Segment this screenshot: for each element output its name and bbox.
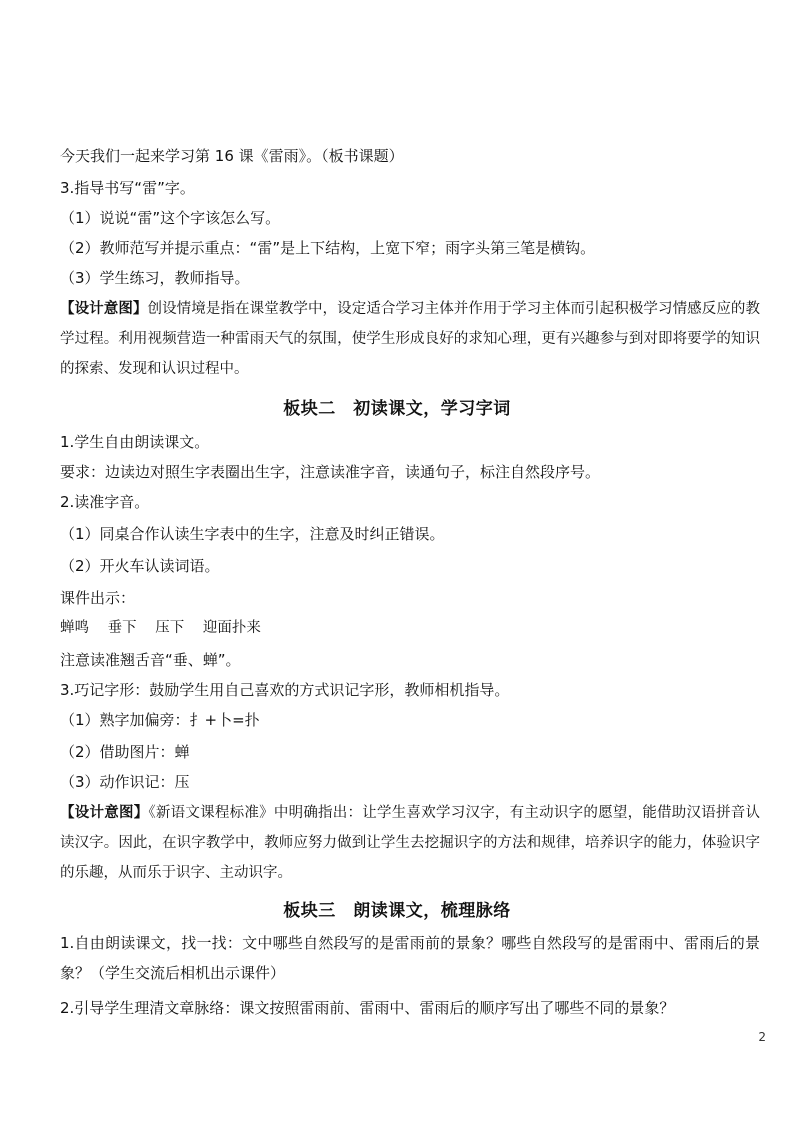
text-paragraph: 1.自由朗读课文，找一找：文中哪些自然段写的是雷雨前的景象？哪些自然段写的是雷雨中、雷雨后的景象？（学生交流后相机出示课件） [60, 934, 760, 982]
text-line: 课件出示： [60, 589, 136, 607]
word-item: 迎面扑来 [202, 620, 261, 636]
text-line: （2）教师范写并提示重点：“雷”是上下结构，上宽下窄；雨字头第三笔是横钩。 [60, 239, 596, 257]
design-intent-paragraph [60, 798, 760, 888]
text-line: 注意读准翘舌音“垂、蝉”。 [60, 651, 241, 669]
text-line: 3.巧记字形：鼓励学生用自己喜欢的方式识记字形，教师相机指导。 [60, 681, 510, 699]
section-heading: 板块二 初读课文，学习字词 [283, 399, 511, 419]
text-line: （2）借助图片：蝉 [60, 743, 190, 761]
text-line: 3.指导书写“雷”字。 [60, 179, 195, 197]
text-line: 2.读准字音。 [60, 493, 150, 511]
page-number: 2 [758, 1030, 766, 1044]
text-line: （2）开火车认读词语。 [60, 557, 220, 575]
text-line: （1）说说“雷”这个字该怎么写。 [60, 209, 281, 227]
section-heading: 板块三 朗读课文，梳理脉络 [283, 901, 511, 921]
design-intent-text: 创设情境是指在课堂教学中，设定适合学习主体并作用于学习主体而引起积极学习情感反应的教学过程。利用视频营造一种雷雨天气的氛围，使学生形成良好的求知心理，更有兴趣参与到对即将要学的知识的探索、发现和认识过程中。 [60, 301, 761, 377]
design-intent-tag: 【设计意图】 [60, 805, 149, 821]
design-intent-text: 《新语文课程标准》中明确指出：让学生喜欢学习汉字，有主动识字的愿望，能借助汉语拼音认读汉字。因此，在识字教学中，教师应努力做到让学生去挖掘识字的方法和规律，培养识字的能力，体验识字的乐趣，从而乐于识字、主动识字。 [60, 805, 760, 881]
text-line: （3）学生练习，教师指导。 [60, 269, 250, 287]
text-line: 2.引导学生理清文章脉络：课文按照雷雨前、雷雨中、雷雨后的顺序写出了哪些不同的景象？ [60, 999, 675, 1017]
word-list [60, 618, 756, 638]
word-item: 垂下 [107, 620, 137, 636]
text-line: （1）熟字加偏旁：扌+卜=扑 [60, 711, 260, 729]
text-line: 1.学生自由朗读课文。 [60, 433, 210, 451]
design-intent-tag: 【设计意图】 [60, 301, 148, 317]
word-item: 压下 [155, 620, 185, 636]
text-line: （3）动作识记：压 [60, 773, 190, 791]
text-line: 要求：边读边对照生字表圈出生字，注意读准字音，读通句子，标注自然段序号。 [60, 463, 601, 481]
word-item: 蝉鸣 [60, 620, 89, 636]
text-line: 今天我们一起来学习第 16 课《雷雨》。（板书课题） [60, 147, 404, 165]
text-line: （1）同桌合作认读生字表中的生字，注意及时纠正错误。 [60, 525, 445, 543]
design-intent-paragraph [60, 294, 760, 384]
